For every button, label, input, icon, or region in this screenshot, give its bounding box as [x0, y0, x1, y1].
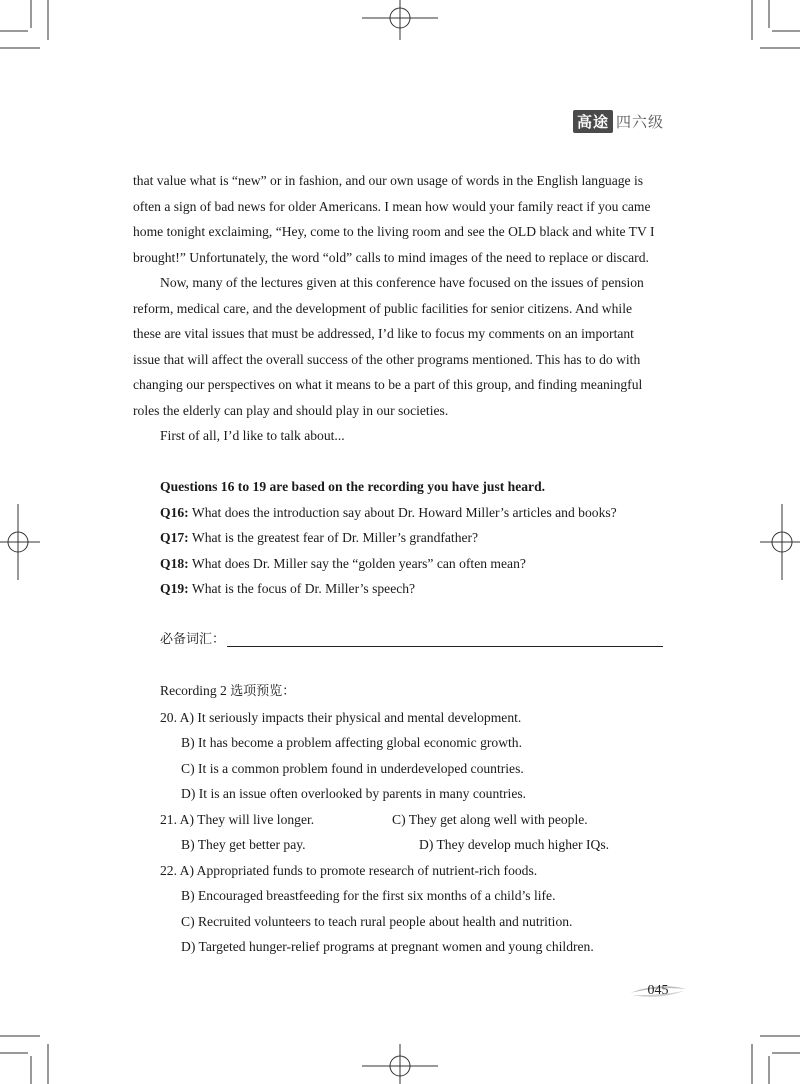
preview-label-en: Recording 2: [160, 683, 227, 698]
question-q17: [133, 525, 663, 551]
item-number: 21.: [160, 811, 177, 827]
item-21-option-d: D) They develop much higher IQs.: [419, 837, 610, 852]
item-20-option-c: C) It is a common problem found in underdeveloped countries.: [181, 760, 524, 776]
item-21-option-c: C) They get along well with people.: [392, 811, 588, 827]
item-22-option-a: [133, 858, 663, 884]
brand-logo: 高途: [573, 110, 613, 133]
item-20-option-b: B) It has become a problem affecting global economic growth.: [181, 735, 522, 750]
item-21-option-b: B) They get better pay.: [181, 837, 306, 852]
item-21-row-2: [133, 832, 663, 858]
item-20-option-d: D) It is an issue often overlooked by parents in many countries.: [181, 786, 527, 801]
paragraph: First of all, I’d like to talk about...: [160, 428, 345, 443]
paragraph: that value what is “new” or in fashion, and our own usage of words in the English language is often a sign of bad news for older Americans. I mean how would your family react if you came home tonight exclaiming, “Hey, come to the living room and see the OLD black and white TV I brought!” Unfortunately, the word “old” calls to mind images of the need to replace or discard.: [133, 173, 655, 265]
preview-label-cn: 选项预览：: [230, 684, 296, 699]
vocab-fill-line: [133, 627, 663, 653]
questions-heading: Questions 16 to 19 are based on the recording you have just heard.: [160, 479, 546, 494]
item-22-option-d: D) Targeted hunger-relief programs at pregnant women and young children.: [181, 939, 594, 954]
item-20-option-a: [133, 705, 663, 731]
option-text: A) It seriously impacts their physical and mental development.: [179, 709, 522, 725]
question-text: What does Dr. Miller say the “golden years” can often mean?: [191, 555, 526, 571]
page-header: [573, 110, 664, 133]
question-label: Q17:: [160, 530, 189, 545]
page-content: [133, 168, 663, 960]
question-q18: [133, 551, 663, 577]
paragraph: Now, many of the lectures given at this conference have focused on the issues of pension reform, medical care, and the development of public facilities for senior citizens. And while these are vital issues that must be addressed, I’d like to focus my comments on an important issue that will affect the overall success of the other programs mentioned. This has to do with changing our perspectives on what it means to be a part of this group, and finding meaningful roles the elderly can play and should play in our societies.: [133, 275, 644, 418]
item-21-option-a: [133, 807, 392, 833]
preview-label: [133, 678, 663, 705]
page-number-badge: [628, 980, 688, 1002]
vocab-label: 必备词汇：: [160, 632, 226, 647]
option-text: A) Appropriated funds to promote research of nutrient-rich foods.: [179, 862, 538, 878]
item-21-row-1: [133, 807, 663, 833]
question-q16: [133, 500, 663, 526]
item-22-option-c: C) Recruited volunteers to teach rural people about health and nutrition.: [181, 913, 573, 929]
vocab-blank[interactable]: [227, 629, 663, 647]
item-22-option-b: B) Encouraged breastfeeding for the first six months of a child’s life.: [181, 888, 556, 903]
question-label: Q16:: [160, 504, 189, 520]
page-number: 045: [647, 983, 669, 998]
question-text: What does the introduction say about Dr. Howard Miller’s articles and books?: [191, 504, 617, 520]
item-number: 22.: [160, 862, 177, 878]
question-label: Q18:: [160, 555, 189, 571]
question-text: What is the focus of Dr. Miller’s speech?: [191, 581, 416, 596]
brand-subtitle: 四六级: [615, 113, 664, 131]
option-text: A) They will live longer.: [179, 811, 315, 827]
question-label: Q19:: [160, 581, 189, 596]
item-number: 20.: [160, 709, 177, 725]
question-text: What is the greatest fear of Dr. Miller’s grandfather?: [191, 530, 479, 545]
question-q19: [133, 576, 663, 602]
